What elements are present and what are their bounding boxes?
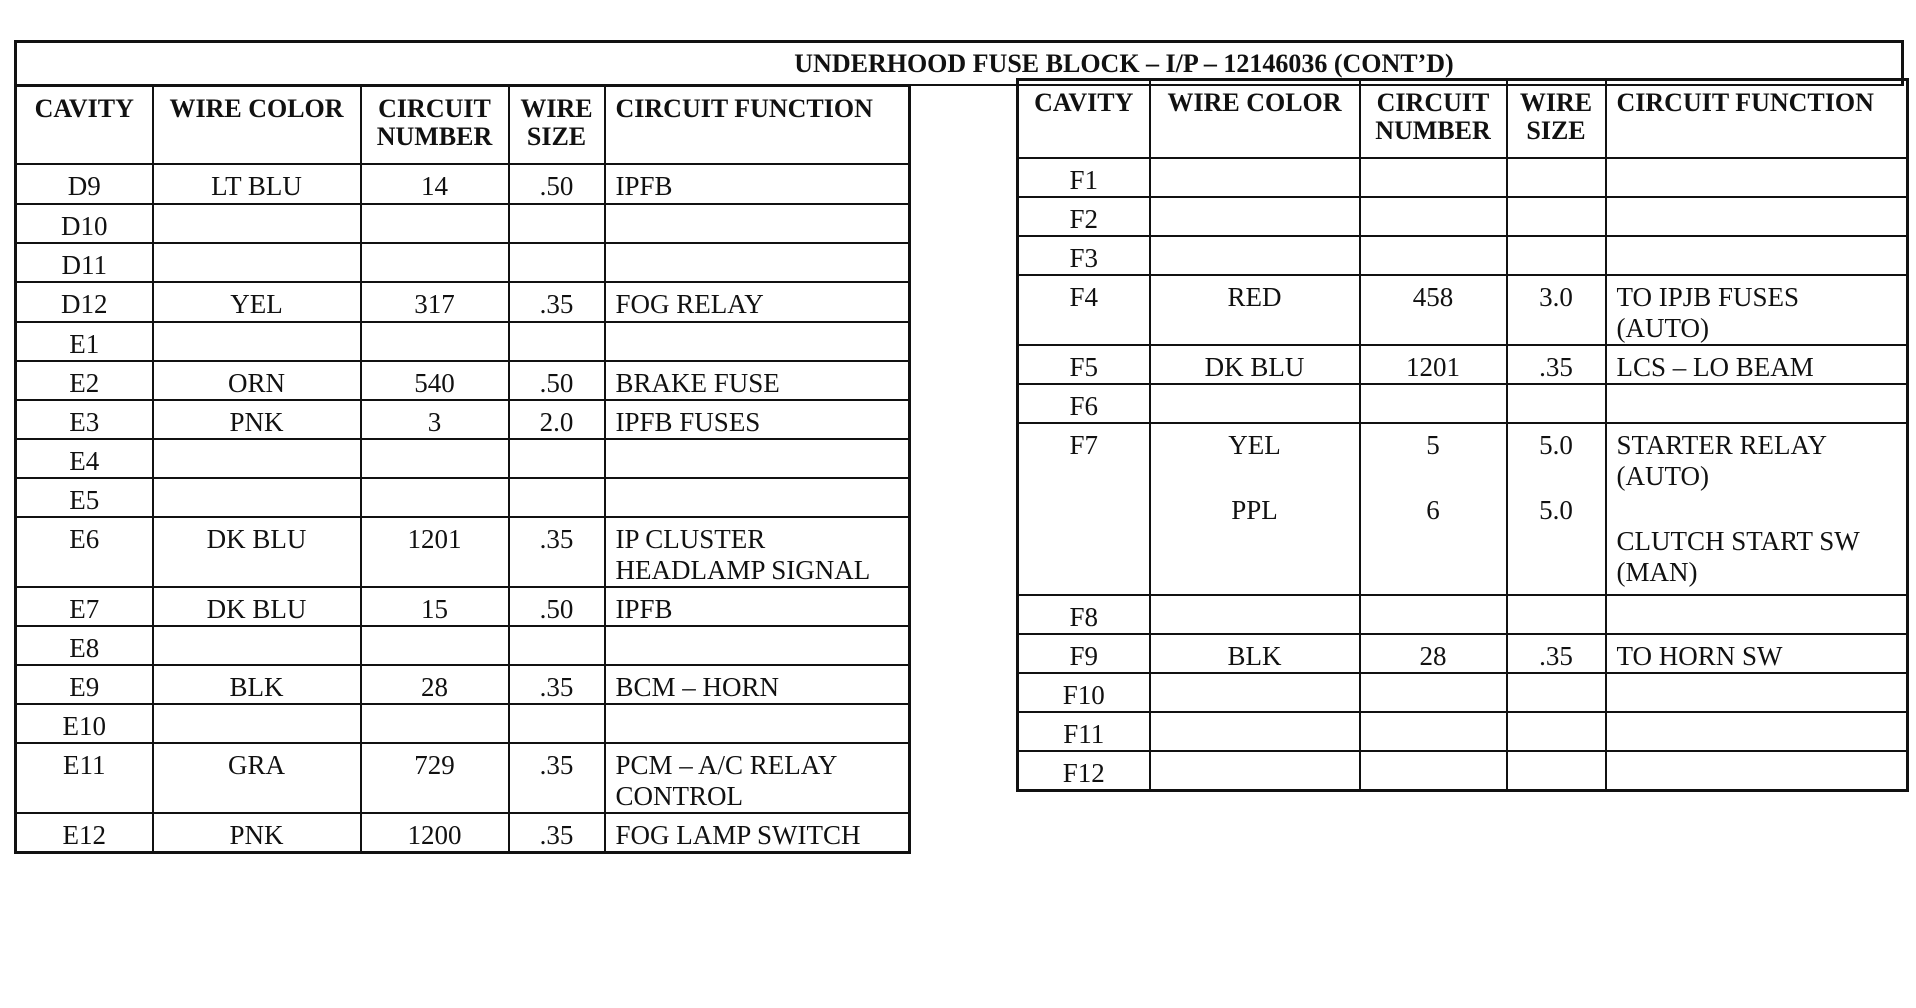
wire-size-cell bbox=[509, 243, 605, 282]
wire-size-cell bbox=[1507, 158, 1606, 197]
wire-color-cell bbox=[1150, 712, 1360, 751]
circuit-number-cell-text: 458 bbox=[1412, 281, 1454, 312]
circuit-function-cell bbox=[1606, 158, 1908, 197]
second-entry-text: CLUTCH START SW bbox=[1616, 525, 1860, 556]
wire-size-cell bbox=[1507, 423, 1606, 595]
cavity-cell-text: F12 bbox=[1062, 757, 1105, 788]
table-row bbox=[16, 743, 910, 813]
cavity-cell bbox=[1018, 751, 1150, 791]
wire-size-cell bbox=[509, 517, 605, 587]
circuit-number-cell-text: 1201 bbox=[1406, 351, 1460, 382]
circuit-number-cell-text: 540 bbox=[414, 367, 455, 398]
circuit-function-cell-text: IPFB bbox=[615, 170, 673, 201]
circuit-number-cell-text: 3 bbox=[427, 406, 442, 437]
cavity-cell-text: D10 bbox=[61, 210, 108, 241]
table-row bbox=[1018, 751, 1908, 791]
circuit-number-cell-text: 1200 bbox=[407, 819, 462, 850]
circuit-function-cell-text-line2: HEADLAMP SIGNAL bbox=[615, 554, 871, 585]
cavity-cell bbox=[1018, 712, 1150, 751]
cavity-cell bbox=[16, 204, 153, 243]
circuit-number-cell bbox=[361, 361, 509, 400]
circuit-function-cell-text: PCM – A/C RELAY bbox=[615, 749, 838, 780]
wire-size-cell-text: .50 bbox=[539, 593, 574, 624]
circuit-function-cell-text: BCM – HORN bbox=[615, 671, 780, 702]
cavity-cell-text: E12 bbox=[62, 819, 106, 850]
circuit-number-cell bbox=[361, 743, 509, 813]
circuit-function-cell bbox=[605, 204, 910, 243]
wire-color-cell-text: PNK bbox=[229, 406, 284, 437]
wire-size-cell-text: 3.0 bbox=[1539, 281, 1573, 312]
circuit-function-cell-text: STARTER RELAY bbox=[1616, 429, 1827, 460]
circuit-number-cell bbox=[1360, 595, 1507, 634]
circuit-function-cell-text: BRAKE FUSE bbox=[615, 367, 780, 398]
wire-color-cell bbox=[1150, 634, 1360, 673]
table-title: UNDERHOOD FUSE BLOCK – I/P – 12146036 (CONT’D) bbox=[14, 40, 1904, 86]
wire-color-cell bbox=[153, 626, 361, 665]
wire-color-cell bbox=[153, 204, 361, 243]
wire-size-cell-text: .35 bbox=[1539, 640, 1573, 671]
cavity-cell-text: E8 bbox=[69, 632, 100, 663]
circuit-number-cell bbox=[1360, 384, 1507, 423]
cavity-cell bbox=[16, 164, 153, 204]
table-row bbox=[16, 587, 910, 626]
circuit-number-cell bbox=[1360, 751, 1507, 791]
circuit-number-cell bbox=[1360, 673, 1507, 712]
circuit-function-cell bbox=[1606, 712, 1908, 751]
second-entry-text: PPL bbox=[1231, 494, 1278, 525]
circuit-number-cell bbox=[361, 478, 509, 517]
cavity-cell-text: E1 bbox=[69, 328, 100, 359]
right-fuse-table bbox=[1016, 78, 1909, 792]
wire-size-cell bbox=[1507, 236, 1606, 275]
cavity-cell-text: F5 bbox=[1069, 351, 1099, 382]
wire-color-cell bbox=[153, 361, 361, 400]
wire-color-cell-text: BLK bbox=[229, 671, 284, 702]
circuit-number-cell bbox=[361, 813, 509, 853]
wire-size-cell bbox=[509, 322, 605, 361]
circuit-function-cell bbox=[605, 743, 910, 813]
circuit-number-cell bbox=[361, 322, 509, 361]
cavity-cell-text: F11 bbox=[1063, 718, 1105, 749]
circuit-function-cell bbox=[1606, 423, 1908, 595]
wire-color-cell bbox=[153, 243, 361, 282]
circuit-function-cell bbox=[605, 813, 910, 853]
cavity-cell-text: D9 bbox=[67, 170, 101, 201]
cavity-cell bbox=[16, 813, 153, 853]
cavity-cell-text: F2 bbox=[1069, 203, 1099, 234]
circuit-function-cell-text: IPFB FUSES bbox=[615, 406, 761, 437]
table-row bbox=[1018, 634, 1908, 673]
wire-color-cell-text: YEL bbox=[1228, 429, 1281, 460]
circuit-number-cell bbox=[1360, 634, 1507, 673]
cavity-cell-text: E5 bbox=[69, 484, 100, 515]
cavity-cell-text: F7 bbox=[1069, 429, 1099, 460]
wire-color-cell bbox=[153, 813, 361, 853]
table-row bbox=[1018, 345, 1908, 384]
circuit-number-cell bbox=[1360, 345, 1507, 384]
wire-color-cell-text: GRA bbox=[227, 749, 285, 780]
wire-size-cell bbox=[509, 361, 605, 400]
cavity-cell-text: F10 bbox=[1062, 679, 1105, 710]
table-row bbox=[1018, 712, 1908, 751]
wire-size-cell bbox=[1507, 197, 1606, 236]
circuit-function-cell bbox=[1606, 634, 1908, 673]
circuit-function-cell bbox=[605, 704, 910, 743]
cavity-cell-text: F6 bbox=[1069, 390, 1099, 421]
table-row bbox=[16, 439, 910, 478]
table-row bbox=[16, 813, 910, 853]
circuit-function-cell-text: LCS – LO BEAM bbox=[1616, 351, 1814, 382]
circuit-number-cell bbox=[361, 204, 509, 243]
circuit-number-cell bbox=[361, 164, 509, 204]
wire-color-cell bbox=[1150, 673, 1360, 712]
circuit-number-header: CIRCUIT NUMBER bbox=[361, 86, 509, 164]
table-row bbox=[16, 243, 910, 282]
table-row bbox=[1018, 595, 1908, 634]
second-entry-text: 5.0 bbox=[1539, 494, 1573, 525]
wire-size-cell bbox=[1507, 634, 1606, 673]
wire-size-cell bbox=[509, 478, 605, 517]
circuit-function-cell-text: FOG LAMP SWITCH bbox=[615, 819, 861, 850]
wire-size-cell-text: .35 bbox=[539, 819, 574, 850]
cavity-cell bbox=[16, 322, 153, 361]
wire-color-cell bbox=[153, 665, 361, 704]
cavity-cell bbox=[16, 361, 153, 400]
cavity-cell bbox=[16, 587, 153, 626]
wire-color-cell bbox=[153, 704, 361, 743]
wire-color-cell bbox=[153, 400, 361, 439]
circuit-function-cell bbox=[605, 587, 910, 626]
cavity-cell-text: E4 bbox=[69, 445, 100, 476]
cavity-cell-text: F9 bbox=[1069, 640, 1099, 671]
circuit-number-cell bbox=[361, 626, 509, 665]
circuit-function-cell bbox=[1606, 197, 1908, 236]
circuit-number-cell bbox=[361, 439, 509, 478]
circuit-number-header: CIRCUIT NUMBER bbox=[1360, 80, 1507, 158]
wire-size-cell bbox=[1507, 384, 1606, 423]
cavity-cell-text: F1 bbox=[1069, 164, 1099, 195]
cavity-cell bbox=[1018, 595, 1150, 634]
circuit-number-cell bbox=[361, 282, 509, 322]
wire-size-cell bbox=[509, 626, 605, 665]
cavity-cell bbox=[16, 665, 153, 704]
cavity-cell bbox=[16, 243, 153, 282]
circuit-function-cell bbox=[605, 626, 910, 665]
wire-color-cell-text: DK BLU bbox=[1204, 351, 1305, 382]
cavity-cell-text: E6 bbox=[69, 523, 100, 554]
wire-color-cell bbox=[153, 282, 361, 322]
circuit-number-cell-text: 1201 bbox=[407, 523, 462, 554]
wire-size-cell bbox=[509, 439, 605, 478]
wire-size-cell bbox=[1507, 595, 1606, 634]
table-row bbox=[1018, 275, 1908, 345]
circuit-function-cell bbox=[1606, 236, 1908, 275]
circuit-number-cell bbox=[361, 517, 509, 587]
cavity-cell bbox=[1018, 197, 1150, 236]
wire-color-cell-text: YEL bbox=[230, 288, 283, 319]
cavity-cell-text: D12 bbox=[61, 288, 108, 319]
circuit-function-cell-text: IP CLUSTER bbox=[615, 523, 766, 554]
cavity-cell bbox=[16, 704, 153, 743]
table-row bbox=[16, 361, 910, 400]
cavity-cell-text: F4 bbox=[1069, 281, 1099, 312]
circuit-function-cell bbox=[605, 439, 910, 478]
wire-color-cell bbox=[153, 322, 361, 361]
wire-size-cell-text: .35 bbox=[539, 749, 574, 780]
wire-size-cell-text: .50 bbox=[539, 170, 574, 201]
circuit-function-cell-text: IPFB bbox=[615, 593, 673, 624]
table-row bbox=[16, 665, 910, 704]
wire-color-cell-text: LT BLU bbox=[211, 170, 302, 201]
circuit-function-cell bbox=[1606, 595, 1908, 634]
wire-color-cell-text: DK BLU bbox=[206, 593, 307, 624]
wire-color-cell bbox=[153, 478, 361, 517]
wire-size-cell-text: .35 bbox=[539, 523, 574, 554]
wire-size-cell-text: 2.0 bbox=[539, 406, 574, 437]
wire-color-cell bbox=[1150, 236, 1360, 275]
circuit-function-cell-text-line2: CONTROL bbox=[615, 780, 743, 811]
wire-color-cell bbox=[153, 743, 361, 813]
cavity-cell bbox=[1018, 423, 1150, 595]
wire-color-cell bbox=[1150, 423, 1360, 595]
cavity-cell-text: E3 bbox=[69, 406, 100, 437]
circuit-number-cell-text: 14 bbox=[421, 170, 448, 201]
wire-size-cell-text: 5.0 bbox=[1539, 429, 1573, 460]
wire-size-cell bbox=[509, 704, 605, 743]
wire-color-cell bbox=[1150, 345, 1360, 384]
cavity-cell bbox=[1018, 673, 1150, 712]
circuit-number-cell bbox=[361, 587, 509, 626]
cavity-cell bbox=[16, 439, 153, 478]
circuit-number-cell bbox=[361, 704, 509, 743]
table-row bbox=[16, 704, 910, 743]
circuit-number-cell-text: 15 bbox=[421, 593, 448, 624]
circuit-function-cell bbox=[605, 243, 910, 282]
circuit-number-cell bbox=[361, 243, 509, 282]
cavity-cell-text: F3 bbox=[1069, 242, 1099, 273]
table-row bbox=[16, 204, 910, 243]
cavity-cell bbox=[1018, 384, 1150, 423]
table-row bbox=[1018, 197, 1908, 236]
table-row bbox=[16, 282, 910, 322]
circuit-function-cell bbox=[605, 400, 910, 439]
cavity-header: CAVITY bbox=[16, 86, 153, 164]
circuit-function-cell bbox=[605, 665, 910, 704]
wire-color-cell-text: ORN bbox=[227, 367, 285, 398]
cavity-cell-text: E2 bbox=[69, 367, 100, 398]
cavity-header: CAVITY bbox=[1018, 80, 1150, 158]
table-row bbox=[16, 400, 910, 439]
circuit-number-cell-text: 317 bbox=[414, 288, 455, 319]
wire-size-cell bbox=[509, 813, 605, 853]
wire-size-cell bbox=[1507, 275, 1606, 345]
circuit-function-header: CIRCUIT FUNCTION bbox=[1606, 80, 1908, 158]
wire-size-cell bbox=[509, 587, 605, 626]
circuit-number-cell bbox=[1360, 275, 1507, 345]
second-entry-text: 6 bbox=[1426, 494, 1440, 525]
circuit-function-cell bbox=[605, 361, 910, 400]
circuit-function-cell bbox=[1606, 751, 1908, 791]
wire-size-header: WIRE SIZE bbox=[1507, 80, 1606, 158]
cavity-cell bbox=[16, 517, 153, 587]
circuit-number-cell bbox=[1360, 423, 1507, 595]
left-fuse-table bbox=[14, 84, 911, 854]
cavity-cell bbox=[16, 626, 153, 665]
wire-color-cell-text: BLK bbox=[1227, 640, 1282, 671]
wire-size-cell bbox=[509, 743, 605, 813]
circuit-function-header: CIRCUIT FUNCTION bbox=[605, 86, 910, 164]
wire-color-cell bbox=[1150, 275, 1360, 345]
cavity-cell-text: E11 bbox=[63, 749, 106, 780]
wire-color-cell bbox=[153, 587, 361, 626]
wire-size-cell bbox=[509, 164, 605, 204]
header-row bbox=[16, 86, 910, 164]
wire-color-cell-text: PNK bbox=[229, 819, 284, 850]
table-row bbox=[16, 164, 910, 204]
wire-size-cell bbox=[509, 204, 605, 243]
wire-color-cell bbox=[153, 164, 361, 204]
wire-size-cell-text: .35 bbox=[539, 671, 574, 702]
circuit-function-cell bbox=[1606, 345, 1908, 384]
wire-size-cell bbox=[1507, 712, 1606, 751]
circuit-number-cell bbox=[1360, 236, 1507, 275]
cavity-cell-text: E10 bbox=[62, 710, 106, 741]
wire-size-header: WIRE SIZE bbox=[509, 86, 605, 164]
wire-color-cell bbox=[1150, 197, 1360, 236]
cavity-cell bbox=[1018, 275, 1150, 345]
wire-size-cell bbox=[1507, 751, 1606, 791]
circuit-number-cell bbox=[1360, 712, 1507, 751]
wire-color-cell bbox=[1150, 158, 1360, 197]
circuit-number-cell-text: 5 bbox=[1426, 429, 1440, 460]
wire-color-cell bbox=[1150, 595, 1360, 634]
cavity-cell bbox=[1018, 345, 1150, 384]
circuit-number-cell bbox=[1360, 158, 1507, 197]
wire-color-cell bbox=[1150, 384, 1360, 423]
header-row bbox=[1018, 80, 1908, 158]
cavity-cell bbox=[16, 282, 153, 322]
circuit-function-cell bbox=[605, 478, 910, 517]
circuit-number-cell bbox=[1360, 197, 1507, 236]
circuit-function-cell bbox=[605, 322, 910, 361]
wire-size-cell bbox=[1507, 345, 1606, 384]
circuit-number-cell-text: 28 bbox=[421, 671, 448, 702]
table-row bbox=[16, 478, 910, 517]
circuit-number-cell-text: 28 bbox=[1419, 640, 1447, 671]
second-entry-text-line2: (MAN) bbox=[1616, 556, 1698, 587]
table-row bbox=[16, 322, 910, 361]
cavity-cell bbox=[1018, 634, 1150, 673]
circuit-function-cell-text-line2: (AUTO) bbox=[1616, 312, 1709, 343]
cavity-cell-text: E7 bbox=[69, 593, 100, 624]
wire-size-cell bbox=[509, 665, 605, 704]
wire-size-cell-text: .35 bbox=[1539, 351, 1573, 382]
circuit-function-cell-text: TO IPJB FUSES bbox=[1616, 281, 1800, 312]
table-row bbox=[1018, 384, 1908, 423]
circuit-function-cell-text-line2: (AUTO) bbox=[1616, 460, 1709, 491]
wire-size-cell bbox=[509, 400, 605, 439]
circuit-function-cell bbox=[605, 282, 910, 322]
wire-color-cell-text: DK BLU bbox=[206, 523, 307, 554]
circuit-number-cell bbox=[361, 665, 509, 704]
circuit-function-cell bbox=[1606, 673, 1908, 712]
cavity-cell-text: E9 bbox=[69, 671, 100, 702]
table-row bbox=[1018, 423, 1908, 595]
wire-size-cell-text: .50 bbox=[539, 367, 574, 398]
wire-size-cell bbox=[1507, 673, 1606, 712]
wire-color-header: WIRE COLOR bbox=[153, 86, 361, 164]
cavity-cell bbox=[16, 743, 153, 813]
circuit-function-cell-text: FOG RELAY bbox=[615, 288, 764, 319]
wire-color-cell bbox=[1150, 751, 1360, 791]
wire-color-cell-text: RED bbox=[1227, 281, 1282, 312]
wire-color-cell bbox=[153, 439, 361, 478]
cavity-cell bbox=[16, 400, 153, 439]
wire-color-header: WIRE COLOR bbox=[1150, 80, 1360, 158]
table-row bbox=[1018, 236, 1908, 275]
table-row bbox=[16, 517, 910, 587]
circuit-function-cell bbox=[1606, 275, 1908, 345]
wire-size-cell-text: .35 bbox=[539, 288, 574, 319]
cavity-cell bbox=[1018, 158, 1150, 197]
cavity-cell bbox=[16, 478, 153, 517]
circuit-number-cell-text: 729 bbox=[414, 749, 455, 780]
circuit-function-cell bbox=[605, 164, 910, 204]
cavity-cell bbox=[1018, 236, 1150, 275]
cavity-cell-text: D11 bbox=[61, 249, 107, 280]
circuit-function-cell bbox=[605, 517, 910, 587]
table-row bbox=[1018, 158, 1908, 197]
wire-size-cell bbox=[509, 282, 605, 322]
circuit-function-cell-text: TO HORN SW bbox=[1616, 640, 1783, 671]
table-row bbox=[1018, 673, 1908, 712]
circuit-number-cell bbox=[361, 400, 509, 439]
table-row bbox=[16, 626, 910, 665]
circuit-function-cell bbox=[1606, 384, 1908, 423]
wire-color-cell bbox=[153, 517, 361, 587]
cavity-cell-text: F8 bbox=[1069, 601, 1099, 632]
